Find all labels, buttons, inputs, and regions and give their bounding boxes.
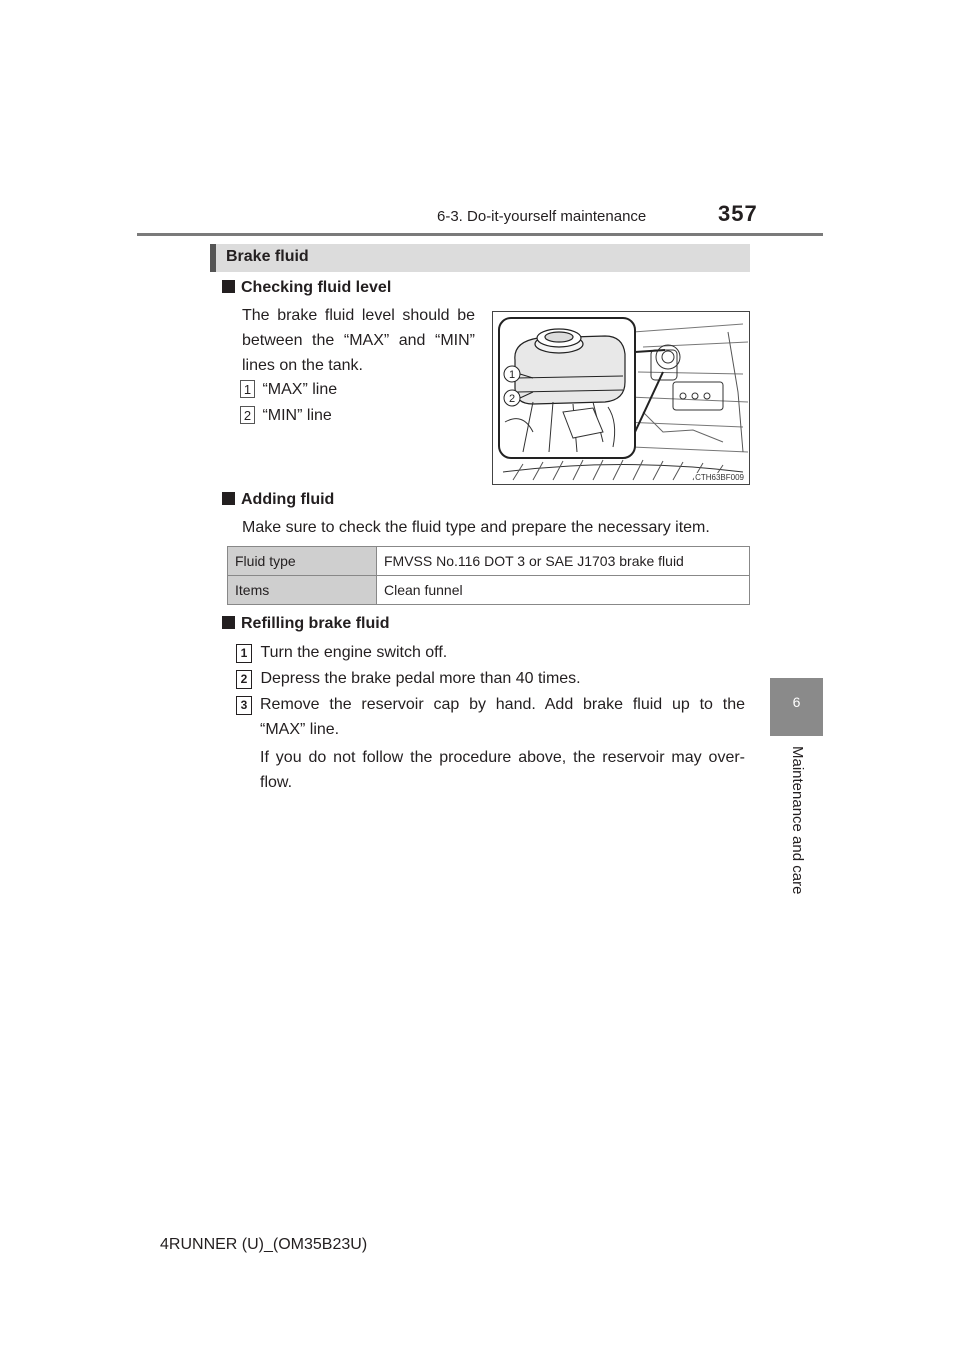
page-number: 357 <box>718 201 758 226</box>
illustration-callout-1: 1 <box>508 369 516 381</box>
step-2 <box>236 666 581 691</box>
footer-model-code: 4RUNNER (U)_(OM35B23U) <box>160 1236 368 1253</box>
illustration-callout-2: 2 <box>508 393 516 405</box>
step-number: 3 <box>236 696 252 715</box>
checking-line-1: The brake fluid level should be <box>242 307 475 324</box>
square-bullet-icon <box>222 492 235 505</box>
table-row <box>228 547 750 576</box>
subheading-adding <box>222 491 334 509</box>
subheading-adding-label: Adding fluid <box>241 491 335 508</box>
subheading-refilling <box>222 615 389 633</box>
note-line-1: If you do not follow the procedure above, the reservoir may over- <box>260 749 745 766</box>
step-3-line-1: Remove the reservoir cap by hand. Add brake fluid up to the <box>260 696 745 713</box>
fluid-info-table <box>227 546 750 605</box>
callout-max <box>240 377 337 402</box>
step-number: 2 <box>236 670 252 689</box>
callout-min <box>240 403 332 428</box>
step-1 <box>236 640 447 665</box>
callout-max-text: “MAX” line <box>262 381 338 398</box>
step-3 <box>236 692 252 717</box>
step-number: 1 <box>236 644 252 663</box>
callout-min-text: “MIN” line <box>262 407 332 424</box>
table-cell-label: Items <box>228 576 377 605</box>
step-text: Depress the brake pedal more than 40 times. <box>260 670 581 687</box>
section-title: Brake fluid <box>226 248 309 265</box>
step-3-line-2: “MAX” line. <box>260 721 340 738</box>
engine-bay-drawing <box>493 312 750 485</box>
subheading-refilling-label: Refilling brake fluid <box>241 615 390 632</box>
square-bullet-icon <box>222 616 235 629</box>
section-title-bar <box>210 244 750 272</box>
checking-line-2: between the “MAX” and “MIN” <box>242 332 475 349</box>
table-row <box>228 576 750 605</box>
chapter-tab-label: Maintenance and care <box>789 746 806 895</box>
table-cell-value: Clean funnel <box>377 576 750 605</box>
callout-number: 1 <box>240 380 255 398</box>
header-section-title: 6-3. Do-it-yourself maintenance <box>437 208 647 225</box>
checking-line-3: lines on the tank. <box>242 357 363 374</box>
subheading-checking-label: Checking fluid level <box>241 279 392 296</box>
header-divider <box>137 233 823 236</box>
chapter-tab-number: 6 <box>792 694 801 710</box>
callout-number: 2 <box>240 406 255 424</box>
illustration-code: CTH63BF009 <box>695 473 744 482</box>
table-cell-value: FMVSS No.116 DOT 3 or SAE J1703 brake fluid <box>377 547 750 576</box>
table-cell-label: Fluid type <box>228 547 377 576</box>
note-line-2: flow. <box>260 774 293 791</box>
subheading-checking <box>222 279 391 297</box>
brake-reservoir-illustration <box>492 311 750 485</box>
adding-text: Make sure to check the fluid type and prepare the necessary item. <box>242 519 710 536</box>
square-bullet-icon <box>222 280 235 293</box>
step-text: Turn the engine switch off. <box>260 644 448 661</box>
